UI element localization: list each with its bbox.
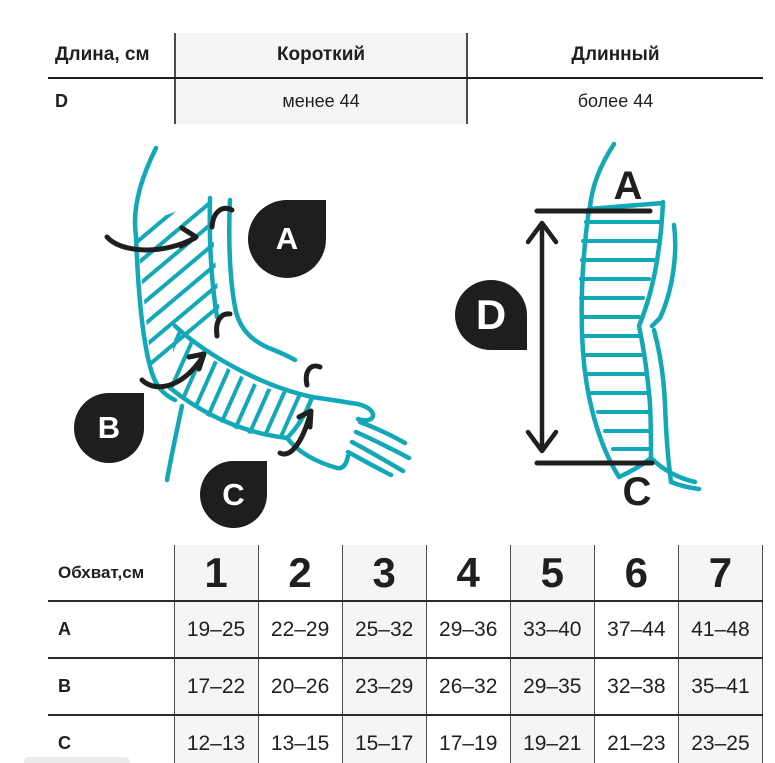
size-column-6: 6 [594,545,678,601]
girth-cell: 32–38 [594,658,678,715]
girth-cell: 19–21 [510,715,594,763]
girth-cell: 21–23 [594,715,678,763]
size-column-4: 4 [426,545,510,601]
girth-cell: 12–13 [174,715,258,763]
girth-cell: 25–32 [342,601,426,658]
size-column-3: 3 [342,545,426,601]
measure-badge-b: B [74,393,144,463]
girth-cell: 17–22 [174,658,258,715]
girth-header-label: Обхват,см [48,545,174,601]
measure-badge-d: D [455,280,527,350]
length-table-row-d [48,78,763,124]
length-header-long: Длинный [467,33,763,78]
girth-row-b [48,658,763,715]
measure-badge-c: C [200,461,267,528]
girth-row-c-label: C [58,733,71,753]
girth-cell: 15–17 [342,715,426,763]
girth-cell: 22–29 [258,601,342,658]
girth-cell: 35–41 [678,658,762,715]
girth-row-a-label: A [48,601,174,658]
girth-cell: 26–32 [426,658,510,715]
forearm-hatch [170,326,312,438]
size-column-7: 7 [678,545,762,601]
length-header-short: Короткий [175,33,467,78]
leg-bottom-label: C [622,470,652,514]
size-column-1: 1 [174,545,258,601]
arrow-c-hook [306,366,320,385]
girth-cell: 37–44 [594,601,678,658]
length-value-long: более 44 [577,91,654,111]
size-column-5: 5 [510,545,594,601]
girth-table [48,545,763,763]
measure-badge-a: A [248,200,326,278]
length-header-label: Длина, см [48,33,175,78]
girth-row-a [48,601,763,658]
girth-cell: 19–25 [174,601,258,658]
length-row-label: D [55,91,68,111]
girth-row-b-label: B [48,658,174,715]
size-column-2: 2 [258,545,342,601]
girth-cell: 23–25 [678,715,762,763]
girth-cell: 29–36 [426,601,510,658]
girth-cell: 23–29 [342,658,426,715]
length-table [48,33,763,124]
girth-cell: 13–15 [258,715,342,763]
girth-cell: 29–35 [510,658,594,715]
length-value-short: менее 44 [175,78,467,124]
girth-cell: 33–40 [510,601,594,658]
girth-cell: 17–19 [426,715,510,763]
cut-off-element [24,757,130,763]
girth-cell: 41–48 [678,601,762,658]
girth-cell: 20–26 [258,658,342,715]
girth-row-c [48,715,763,763]
arrow-b-hook [217,314,230,336]
leg-top-label: A [613,164,643,208]
girth-table-header-row [48,545,763,601]
length-table-header-row [48,33,763,78]
